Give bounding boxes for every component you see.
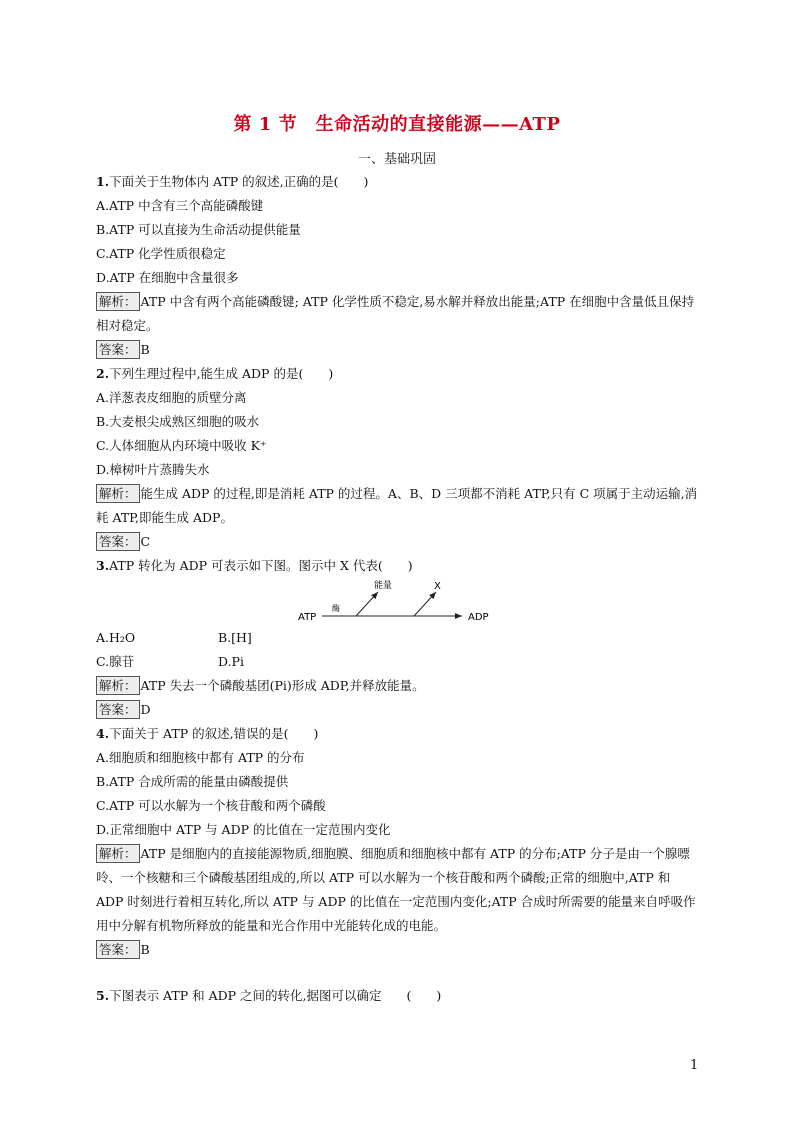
answer-value: B [140, 942, 150, 957]
page-title: 第 1 节 生命活动的直接能源——ATP [233, 114, 561, 135]
analysis [96, 842, 700, 938]
diagram-atp-label: ATP [298, 612, 317, 623]
options-row-2 [96, 650, 700, 674]
diagram-enzyme-label: 酶 [332, 604, 340, 613]
analysis-text: ATP 失去一个磷酸基团(Pi)形成 ADP,并释放能量。 [140, 678, 425, 693]
answer [96, 338, 700, 362]
analysis [96, 674, 700, 698]
question-2 [96, 362, 700, 554]
section-heading: 一、基础巩固 [357, 152, 436, 167]
answer-label: 答案： [96, 700, 140, 719]
analysis-text: ATP 是细胞内的直接能源物质,细胞膜、细胞质和细胞核中都有 ATP 的分布;ATP 分子是由一个腺嘌呤、一个核糖和三个磷酸基团组成的,所以 ATP 可以水解为一个核苷酸和两个磷酸;正常的细胞中,ATP 和 ADP 时刻进行着相互转化,所以 ATP 与 ADP 的比值在一定范围内变化;ATP 合成时所需要的能量来自呼吸作用中分解有机物所释放的能量和光合作用中光能转化成的电能。 [96, 846, 696, 933]
question-1 [96, 170, 700, 362]
option-c: C.腺苷 [96, 654, 135, 669]
question-4 [96, 722, 700, 962]
option-d: D.ATP 在细胞中含量很多 [96, 270, 239, 285]
question-number: 3. [96, 558, 110, 573]
analysis-label: 解析： [96, 676, 140, 695]
question-5 [96, 984, 700, 1008]
option-a: A.ATP 中含有三个高能磷酸键 [96, 198, 264, 213]
option-c: C.人体细胞从内环境中吸收 K⁺ [96, 438, 267, 453]
analysis-label: 解析： [96, 484, 140, 503]
answer [96, 698, 700, 722]
option-a: A.细胞质和细胞核中都有 ATP 的分布 [96, 750, 305, 765]
option-b: B.ATP 可以直接为生命活动提供能量 [96, 222, 301, 237]
answer-value: C [140, 534, 151, 549]
diagram-x-label: X [434, 581, 441, 592]
question-stem: ATP 转化为 ADP 可表示如下图。图示中 X 代表( ) [109, 558, 413, 573]
analysis-text: 能生成 ADP 的过程,即是消耗 ATP 的过程。A、B、D 三项都不消耗 ATP,只有 C 项属于主动运输,消耗 ATP,即能生成 ADP。 [96, 486, 698, 525]
question-stem: 下面关于生物体内 ATP 的叙述,正确的是( ) [109, 174, 369, 189]
option-b: B.[H] [218, 630, 252, 645]
options-row-1 [96, 626, 700, 650]
option-b: B.大麦根尖成熟区细胞的吸水 [96, 414, 260, 429]
energy-arrow [356, 592, 378, 616]
question-stem: 下面关于 ATP 的叙述,错误的是( ) [109, 726, 319, 741]
analysis-text: ATP 中含有两个高能磷酸键; ATP 化学性质不稳定,易水解并释放出能量;ATP 在细胞中含量低且保持相对稳定。 [96, 294, 695, 333]
question-number: 1. [96, 174, 110, 189]
analysis [96, 290, 700, 338]
answer-value: D [140, 702, 151, 717]
reaction-figure [296, 578, 516, 626]
answer-label: 答案： [96, 940, 140, 959]
analysis [96, 482, 700, 530]
question-number: 5. [96, 988, 110, 1003]
x-arrow [414, 592, 436, 616]
answer-label: 答案： [96, 532, 140, 551]
question-3 [96, 554, 700, 722]
option-a: A.H₂O [96, 630, 136, 645]
answer [96, 530, 700, 554]
option-c: C.ATP 可以水解为一个核苷酸和两个磷酸 [96, 798, 326, 813]
option-c: C.ATP 化学性质很稳定 [96, 246, 226, 261]
page-number: 1 [690, 1058, 699, 1073]
analysis-label: 解析： [96, 844, 140, 863]
question-number: 4. [96, 726, 110, 741]
option-d: D.樟树叶片蒸腾失水 [96, 462, 210, 477]
spacer [96, 962, 700, 984]
question-stem: 下列生理过程中,能生成 ADP 的是( ) [109, 366, 334, 381]
answer-label: 答案： [96, 340, 140, 359]
option-d: D.Pi [218, 654, 244, 669]
question-list [96, 170, 700, 1008]
analysis-label: 解析： [96, 292, 140, 311]
option-a: A.洋葱表皮细胞的质壁分离 [96, 390, 247, 405]
question-number: 2. [96, 366, 110, 381]
question-stem: 下图表示 ATP 和 ADP 之间的转化,据图可以确定 ( ) [109, 988, 442, 1003]
answer [96, 938, 700, 962]
option-b: B.ATP 合成所需的能量由磷酸提供 [96, 774, 289, 789]
diagram-adp-label: ADP [468, 612, 489, 623]
diagram-energy-label: 能量 [374, 581, 393, 591]
atp-adp-diagram [96, 578, 700, 626]
option-d: D.正常细胞中 ATP 与 ADP 的比值在一定范围内变化 [96, 822, 391, 837]
answer-value: B [140, 342, 150, 357]
